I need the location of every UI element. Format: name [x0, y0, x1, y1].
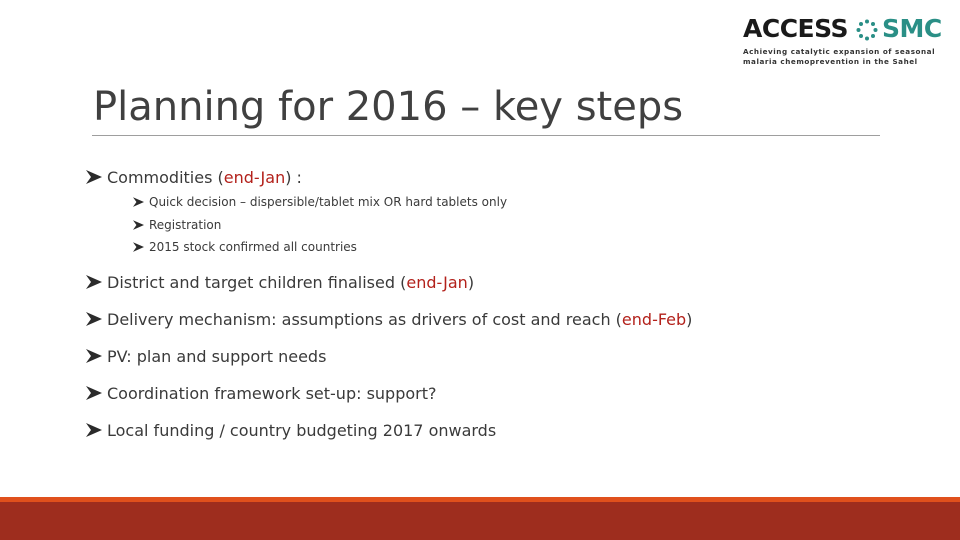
arrowhead-bullet-icon — [86, 386, 102, 400]
dotted-ring-icon — [856, 19, 878, 41]
bullet-text: Coordination framework set-up: support? — [107, 383, 437, 403]
bullet-commodities — [86, 166, 302, 188]
logo-tagline — [743, 47, 943, 67]
arrowhead-bullet-icon — [86, 275, 102, 289]
sub-bullet-registration — [133, 216, 221, 234]
title-divider — [92, 135, 880, 136]
bullet-district-target — [86, 271, 474, 293]
arrowhead-bullet-icon — [86, 170, 102, 184]
bullet-text: Commodities (end-Jan) : — [107, 167, 302, 187]
arrowhead-bullet-icon — [86, 312, 102, 326]
bullet-text: District and target children finalised (end-Jan) — [107, 272, 475, 292]
slide-title: Planning for 2016 – key steps — [93, 84, 684, 130]
bullet-pv-plan — [86, 345, 326, 367]
access-smc-logo — [742, 14, 942, 72]
bullet-text: Local funding / country budgeting 2017 onwards — [107, 420, 497, 440]
bullet-text: Registration — [149, 218, 222, 232]
bullet-text: PV: plan and support needs — [107, 346, 327, 366]
logo-word-access: ACCESS — [743, 14, 849, 43]
bullet-delivery-mechanism — [86, 308, 692, 330]
logo-tagline-line-1: Achieving catalytic expansion of seasonal — [743, 47, 936, 56]
bullet-coordination — [86, 382, 437, 404]
bullet-local-funding — [86, 419, 496, 441]
bullet-text: Quick decision – dispersible/tablet mix OR hard tablets only — [149, 195, 508, 209]
sub-bullet-2015-stock — [133, 238, 357, 256]
sub-bullet-quick-decision — [133, 193, 507, 211]
footer-band — [0, 502, 960, 540]
deadline-text: end-Jan — [406, 272, 468, 292]
bullet-text: 2015 stock confirmed all countries — [149, 240, 357, 254]
arrowhead-bullet-icon — [86, 349, 102, 363]
deadline-text: end-Jan — [223, 167, 286, 187]
logo-word-smc: SMC — [882, 14, 942, 43]
arrowhead-bullet-icon — [133, 242, 144, 252]
bullet-text: Delivery mechanism: assumptions as drivers of cost and reach (end-Feb) — [107, 309, 693, 329]
logo-tagline-line-2: malaria chemoprevention in the Sahel — [743, 57, 918, 66]
deadline-text: end-Feb — [621, 309, 687, 329]
arrowhead-bullet-icon — [133, 197, 144, 207]
arrowhead-bullet-icon — [86, 423, 102, 437]
arrowhead-bullet-icon — [133, 220, 144, 230]
